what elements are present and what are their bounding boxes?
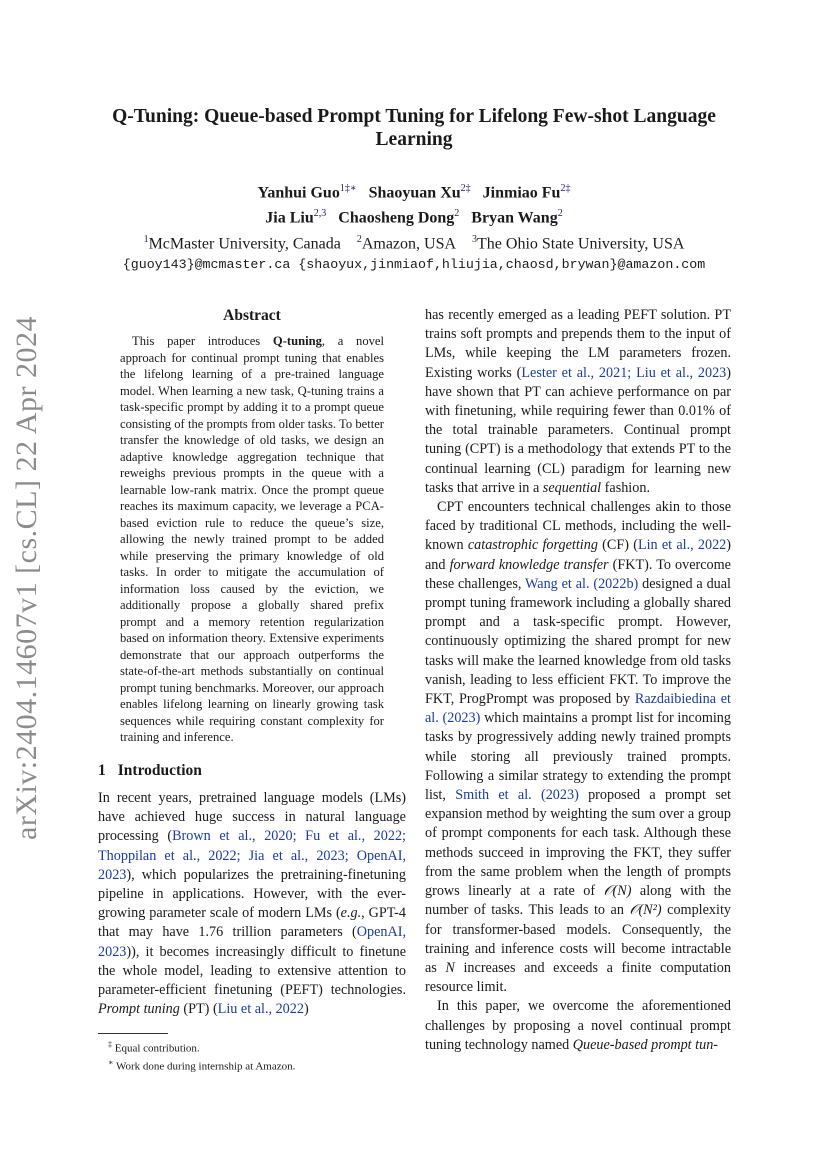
author-block (60, 178, 768, 275)
citation-link[interactable]: Brown et al., 2020; Fu et al., 2022; Thoppilan et al., 2022; Jia et al., 2023; OpenAI, 2023 (98, 828, 406, 883)
author-line-1 (60, 178, 768, 203)
intro-paragraph (98, 789, 406, 1019)
affil-mark: 1 (143, 233, 149, 245)
math: 𝒪(N) (603, 883, 632, 900)
abstract-text (120, 333, 384, 746)
left-column (98, 306, 406, 1074)
footnote-2 (98, 1056, 406, 1074)
affiliation: The Ohio State University, USA (477, 234, 685, 252)
text: ) have shown that PT can achieve performance on par with finetuning, while requiring fewer than 0.01% of the total trainable parameters. Continual prompt tuning (CPT) is a methodology that extends PT to the continual learning (CL) paradigm for learning new tasks that arrive in a (425, 364, 732, 496)
text: In recent years, pretrained language models (LMs) have achieved huge success in natural language processing ( (98, 789, 406, 845)
affil-mark: 2 (356, 233, 362, 245)
author-line-2 (60, 203, 768, 228)
abstract-post: , a novel approach for continual prompt tuning that enables the lifelong learning of a pre-trained language model. When learning a new task, Q-tuning trains a task-specific prompt by adding it to a prompt queue consisting of the prompts from older tasks. To better transfer the knowledge of old tasks, we design an adaptive knowledge aggregation technique that reweighs previous prompts in the queue with a learnable low-rank matrix. Once the prompt queue reaches its maximum capacity, we leverage a PCA-based eviction rule to reduce the queue’s size, allowing the newly trained prompt to be added while preserving the primary knowledge of old tasks. In order to mitigate the accumulation of information loss caused by the eviction, we additionally propose a globally shared prefix prompt and a memory retention regularization based on information theory. Extensive experiments demonstrate that our approach outperforms the state-of-the-art methods substantially on continual prompt tuning benchmarks. Moreover, our approach enables lifelong learning on linearly growing task sequences while requiring constant complexity for training and inference. (120, 334, 385, 745)
text: (FKT). To overcome these challenges, (425, 556, 731, 592)
text: CPT encounters technical challenges akin to those faced by traditional CL methods, including the well-known (425, 499, 731, 554)
text-italic: e.g. (340, 905, 362, 922)
abstract-pre: This paper introduces (132, 334, 273, 349)
text: along with the number of tasks. This leads to an (425, 883, 731, 919)
text: )), it becomes increasingly difficult to finetune the whole model, leading to extensive attention to parameter-efficient finetuning (PEFT) technologies. (98, 943, 406, 998)
text: has recently emerged as a leading PEFT solution. PT trains soft prompts and prepends them to the input of LMs, while keeping the LM parameters frozen. Existing works ( (425, 307, 731, 381)
text-italic: catastrophic forgetting (467, 537, 598, 554)
citation-link[interactable]: Liu et al., 2022 (217, 1001, 304, 1018)
text: In this paper, we overcome the aforementioned challenges by proposing a novel continual prompt tuning technology named (425, 998, 731, 1053)
author-mark: 2 (454, 208, 460, 220)
text-italic: Prompt tuning (98, 1001, 180, 1018)
text: proposed a prompt set expansion method by weighting the sum over a group of prompt components for each task. Although these methods succeed in improving the FKT, they suffer from the same problem when the length of prompts grows linearly at a rate of (425, 787, 731, 900)
affiliation: McMaster University, Canada (148, 234, 341, 252)
right-paragraph-3 (425, 997, 731, 1055)
text: ) and (425, 537, 732, 573)
author-name: Bryan Wang (471, 209, 558, 227)
author-mark: 2,3 (313, 208, 327, 220)
abstract-bold: Q-tuning (272, 334, 322, 349)
abstract-heading: Abstract (223, 307, 281, 324)
text: ), which popularizes the pretraining-finetuning pipeline in applications. However, with the ever-growing parameter scale of modern LMs ( (98, 866, 406, 922)
citation-link[interactable]: Smith et al. (2023) (455, 787, 579, 804)
title-line-1: Q-Tuning: Queue-based Prompt Tuning for Lifelong Few-shot Language (112, 106, 716, 127)
author-name: Yanhui Guo (257, 184, 340, 202)
paper-title (80, 105, 748, 151)
footnote-mark: ∗ (108, 1058, 114, 1067)
author-name: Shaoyuan Xu (368, 184, 461, 202)
right-column (425, 306, 731, 1055)
text: designed a dual prompt tuning framework including a globally shared prompt and a task-specific prompt. However, continuously optimizing the shared prompt for new tasks will make the learned knowledge from old tasks vanish, leading to less efficient FKT. To improve the FKT, ProgPrompt was proposed by (425, 575, 731, 708)
author-name: Jia Liu (265, 209, 314, 227)
citation-link[interactable]: Lester et al., 2021; Liu et al., 2023 (521, 364, 727, 381)
math: N (445, 959, 455, 976)
citation-link[interactable]: Razdaibiedina et al. (2023) (425, 691, 731, 727)
text: fashion. (601, 479, 650, 496)
text: (CF) ( (597, 537, 638, 554)
author-name: Chaosheng Dong (338, 209, 455, 227)
title-line-2: Learning (375, 129, 453, 150)
affiliation-line (60, 229, 768, 254)
footnote-mark: ‡ (108, 1040, 112, 1050)
footnote-text: Equal contribution. (114, 1043, 200, 1055)
text: (PT) ( (179, 1001, 218, 1018)
arxiv-sidebar-stamp: arXiv:2404.14607v1 [cs.CL] 22 Apr 2024 (10, 316, 43, 840)
text: increases and exceeds a finite computation resource limit. (425, 959, 731, 996)
affiliation: Amazon, USA (361, 234, 457, 252)
text: which maintains a prompt list for incoming tasks by progressively adding newly trained prompts while storing all previously trained prompts. Following a similar strategy to extending the prompt list, (425, 710, 731, 804)
text: ) (303, 1001, 309, 1018)
footnote-text: Work done during internship at Amazon. (116, 1060, 296, 1073)
right-paragraph-1 (425, 306, 731, 498)
author-mark: 1‡∗ (339, 183, 357, 194)
text: , GPT-4 that may have 1.76 trillion parameters ( (98, 905, 406, 941)
affil-mark: 3 (472, 233, 478, 245)
text: complexity for transformer-based models. Consequently, the training and inference costs will become intractable as (425, 902, 731, 976)
section-heading-introduction (98, 761, 406, 780)
section-number: 1 (98, 761, 106, 779)
author-mark: 2 (557, 208, 563, 220)
section-title: Introduction (117, 761, 202, 779)
email-line: {guoy143}@mcmaster.ca {shaoyux,jinmiaof,hliujia,chaosd,brywan}@amazon.com (122, 256, 706, 272)
footnote-1 (98, 1038, 406, 1056)
footnote-rule (98, 1033, 168, 1034)
citation-link[interactable]: OpenAI, 2023 (98, 924, 406, 960)
text-italic: forward knowledge transfer (449, 556, 609, 573)
text-italic: Queue-based prompt tun- (572, 1036, 719, 1053)
author-mark: 2‡ (460, 183, 471, 194)
citation-link[interactable]: Lin et al., 2022 (637, 537, 727, 554)
author-mark: 2‡ (560, 183, 571, 194)
text-italic: sequential (542, 479, 602, 496)
math: 𝒪(N²) (629, 902, 662, 919)
author-name: Jinmiao Fu (482, 184, 561, 202)
citation-link[interactable]: Wang et al. (2022b) (525, 575, 639, 592)
right-paragraph-2 (425, 498, 731, 997)
